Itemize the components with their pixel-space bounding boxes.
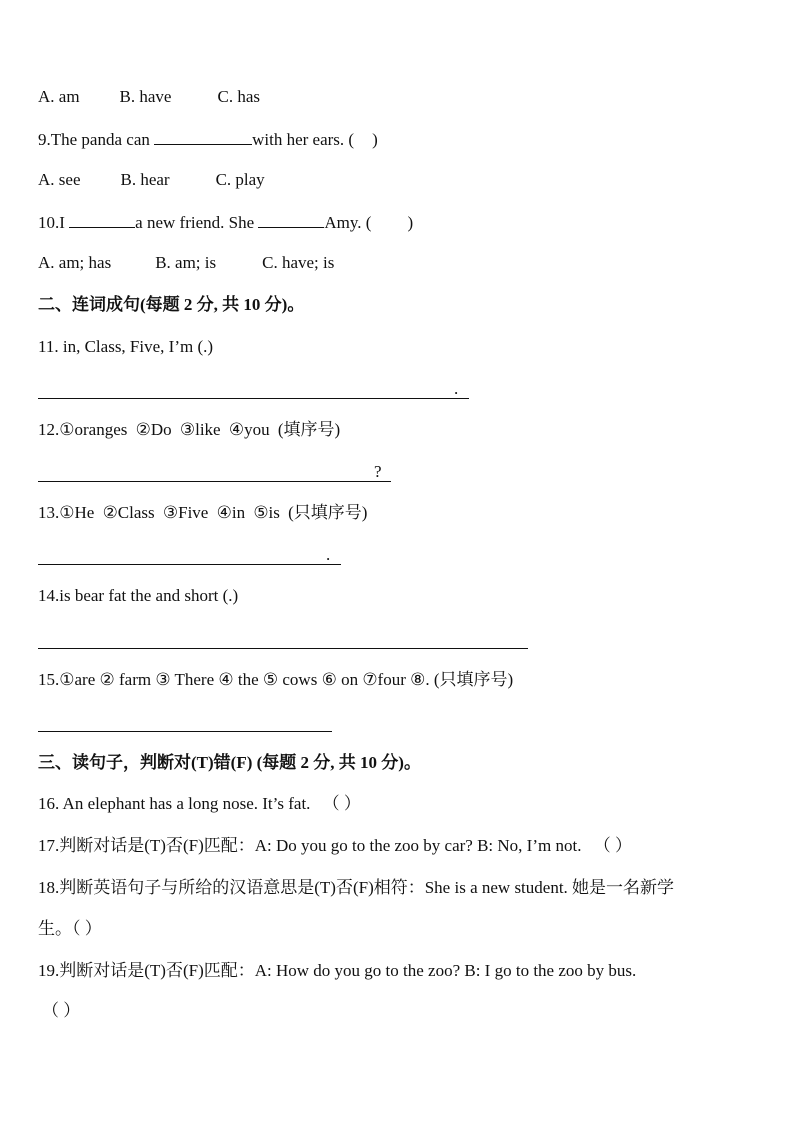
- q8-option-c: C. has: [217, 87, 260, 106]
- q18-question-continued[interactable]: 生。（ ）: [38, 919, 102, 938]
- q10-blank-1: [69, 211, 135, 228]
- q10-options: [38, 252, 334, 274]
- q15-text: 15.①are ② farm ③ There ④ the ⑤ cows ⑥ on ⑦four ⑧. (只填序号): [38, 670, 514, 689]
- q10-option-a: A. am; has: [38, 253, 112, 272]
- q12-answer-line[interactable]: [38, 461, 391, 482]
- q10-option-b: B. am; is: [155, 253, 217, 272]
- q10-text-before: 10.I: [38, 213, 65, 232]
- q9-option-a: A. see: [38, 170, 81, 189]
- q9-text-before: 9.The panda can: [38, 130, 150, 149]
- q11-text: 11. in, Class, Five, I’m (.): [38, 337, 214, 356]
- q13-answer-line[interactable]: [38, 544, 341, 565]
- q14-answer-line[interactable]: [38, 628, 528, 649]
- q10-text-after: Amy. (: [324, 213, 372, 232]
- q10-text-middle: a new friend. She: [135, 213, 255, 232]
- q9-option-b: B. hear: [120, 170, 170, 189]
- q10-blank-2: [258, 211, 324, 228]
- q19-question: 19.判断对话是(T)否(F)匹配：A: How do you go to the zoo? B: I go to the zoo by bus.: [38, 961, 637, 980]
- q17-text: 17.判断对话是(T)否(F)匹配：A: Do you go to the zoo by car? B: No, I’m not.: [38, 836, 582, 855]
- q9-question: [38, 128, 378, 151]
- q9-options: [38, 169, 265, 191]
- q8-options: [38, 86, 260, 108]
- q8-option-b: B. have: [119, 87, 172, 106]
- q16-question: [38, 793, 361, 815]
- q9-text-after: with her ears. (: [252, 130, 355, 149]
- q15-answer-line[interactable]: [38, 711, 332, 732]
- q9-paren-close: ): [372, 130, 378, 149]
- q10-paren-close: ): [407, 213, 414, 232]
- q17-answer-paren[interactable]: （ ）: [593, 836, 632, 855]
- q12-end-mark: ?: [374, 462, 382, 481]
- q9-option-c: C. play: [215, 170, 265, 189]
- q17-question: [38, 835, 632, 857]
- q16-answer-paren[interactable]: （ ）: [322, 794, 361, 813]
- q13-end-mark: .: [326, 545, 331, 564]
- q10-option-c: C. have; is: [262, 253, 335, 272]
- q10-question: [38, 211, 413, 234]
- q14-text: 14.is bear fat the and short (.): [38, 586, 239, 605]
- section-2-title: 二、连词成句(每题 2 分, 共 10 分)。: [38, 295, 305, 314]
- q19-answer-paren[interactable]: （ ）: [42, 1001, 81, 1020]
- q12-text: 12.①oranges ②Do ③like ④you (填序号): [38, 420, 341, 439]
- q18-question: 18.判断英语句子与所给的汉语意思是(T)否(F)相符：She is a new student. 她是一名新学: [38, 878, 675, 897]
- q9-blank: [154, 128, 252, 145]
- q8-option-a: A. am: [38, 87, 80, 106]
- q11-answer-line[interactable]: [38, 378, 469, 399]
- q16-text: 16. An elephant has a long nose. It’s fat.: [38, 794, 311, 813]
- q13-text: 13.①He ②Class ③Five ④in ⑤is (只填序号): [38, 503, 368, 522]
- q11-end-mark: .: [454, 379, 459, 398]
- section-3-title: 三、读句子，判断对(T)错(F) (每题 2 分, 共 10 分)。: [38, 753, 421, 772]
